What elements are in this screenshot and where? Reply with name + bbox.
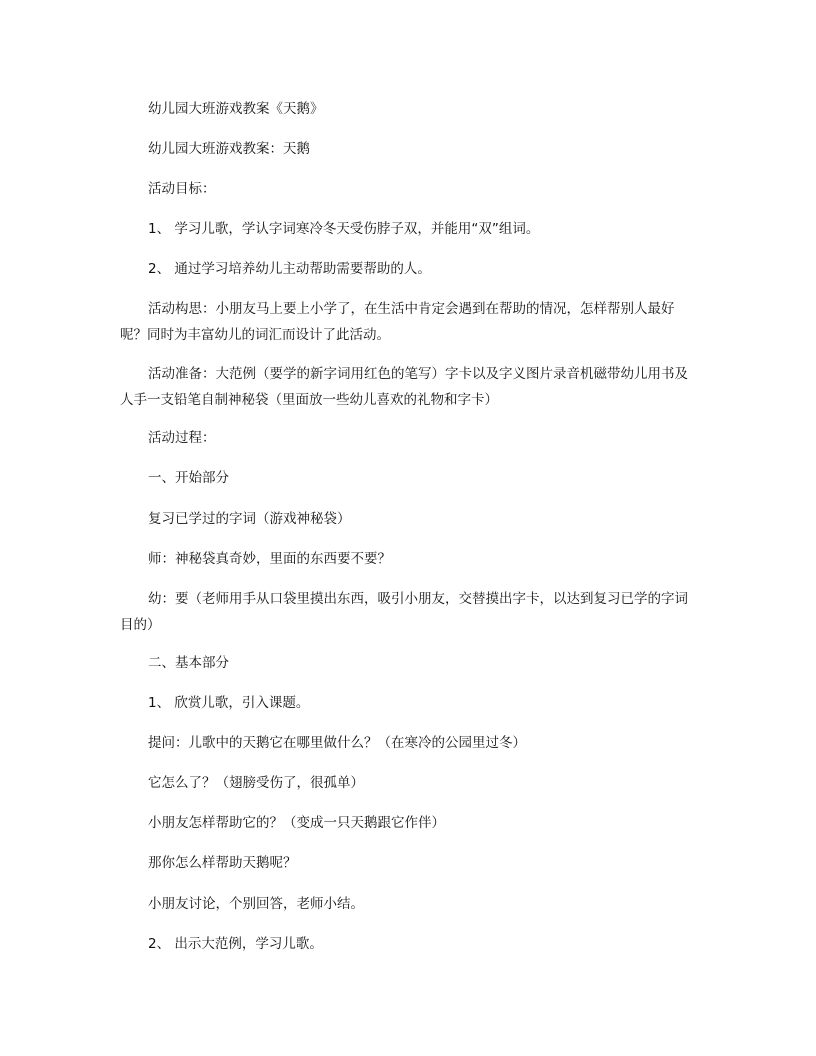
question-line: 小朋友怎样帮助它的？（变成一只天鹅跟它作伴）: [148, 815, 445, 831]
section-heading: 活动目标：: [148, 181, 216, 197]
section-heading: 二、基本部分: [148, 655, 229, 671]
activity-materials: 活动准备：大范例（要学的新字词用红色的笔写）字卡以及字义图片录音机磁带幼儿用书及人手一支铅笔自制神秘袋（里面放一些幼儿喜欢的礼物和字卡）: [120, 366, 688, 408]
question-line: 提问：儿歌中的天鹅它在哪里做什么？（在寒冷的公园里过冬）: [148, 735, 526, 751]
dialogue-line: 幼：要（老师用手从口袋里摸出东西，吸引小朋友，交替摸出字卡，以达到复习已学的字词目的）: [120, 591, 688, 633]
activity-concept: 活动构思：小朋友马上要上小学了，在生活中肯定会遇到在帮助的情况，怎样帮别人最好呢？同时为丰富幼儿的词汇而设计了此活动。: [120, 301, 675, 343]
dialogue-line: 师：神秘袋真奇妙，里面的东西要不要？: [148, 551, 391, 567]
goal-item: 1、 学习儿歌，学认字词寒冷冬天受伤脖子双，并能用“双”组词。: [148, 221, 540, 237]
doc-title: 幼儿园大班游戏教案《天鹅》: [148, 101, 324, 117]
step-item: 1、 欣赏儿歌，引入课题。: [148, 695, 310, 711]
question-line: 它怎么了？（翅膀受伤了，很孤单）: [148, 775, 364, 791]
section-heading: 一、开始部分: [148, 470, 229, 486]
doc-subtitle: 幼儿园大班游戏教案：天鹅: [148, 141, 310, 157]
paragraph: 复习已学过的字词（游戏神秘袋）: [148, 511, 351, 527]
question-line: 那你怎么样帮助天鹅呢？: [148, 855, 297, 871]
goal-item: 2、 通过学习培养幼儿主动帮助需要帮助的人。: [148, 261, 431, 277]
section-heading: 活动过程：: [148, 430, 216, 446]
paragraph: 小朋友讨论，个别回答，老师小结。: [148, 896, 364, 912]
step-item: 2、 出示大范例，学习儿歌。: [148, 936, 323, 952]
